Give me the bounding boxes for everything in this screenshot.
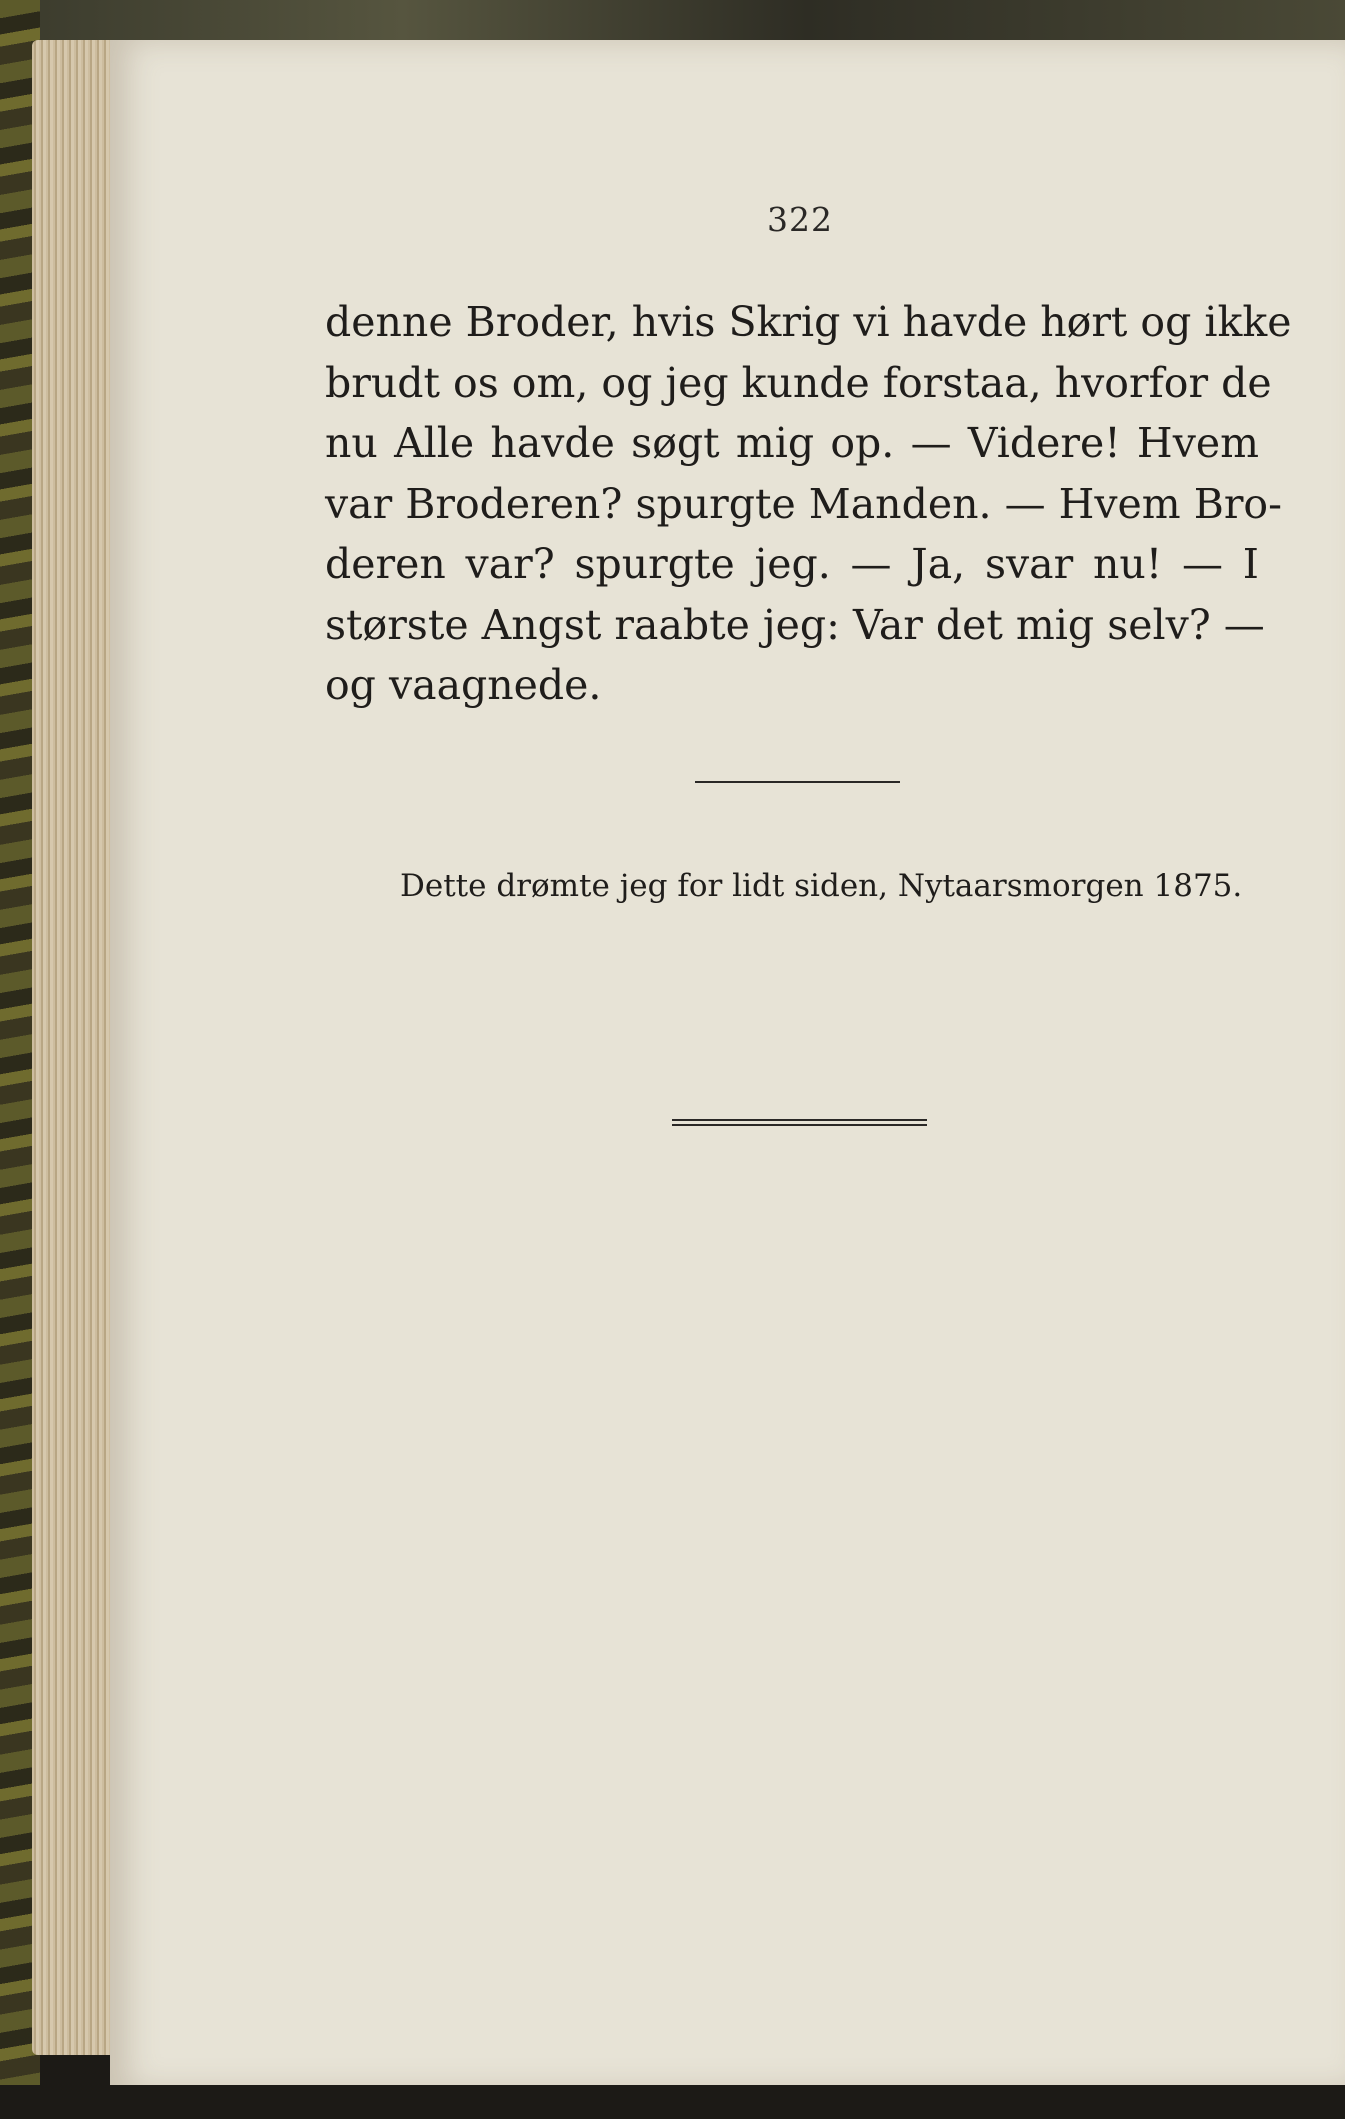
text-line: denne Broder, hvis Skrig vi havde hørt og ikke: [325, 298, 1292, 346]
text-line: og vaagnede.: [325, 661, 602, 709]
page-number: 322: [767, 200, 833, 239]
book-bottom-edge: [0, 2085, 1345, 2119]
body-paragraph: [325, 292, 1292, 716]
text-line: var Broderen? spurgte Manden. — Hvem Bro-: [325, 479, 1282, 528]
end-rule: [672, 1119, 927, 1126]
text-line: største Angst raabte jeg: Var det mig selv? —: [325, 600, 1265, 649]
text-line: deren var? spurgte jeg. — Ja, svar nu! — I: [325, 540, 1259, 588]
colophon-note: Dette drømte jeg for lidt siden, Nytaarsmorgen 1875.: [400, 868, 1243, 904]
text-line: brudt os om, og jeg kunde forstaa, hvorfor de: [325, 358, 1272, 407]
section-divider: [695, 781, 900, 783]
text-line: nu Alle havde søgt mig op. — Videre! Hvem: [325, 419, 1259, 467]
book-cover-top: [0, 0, 1345, 44]
